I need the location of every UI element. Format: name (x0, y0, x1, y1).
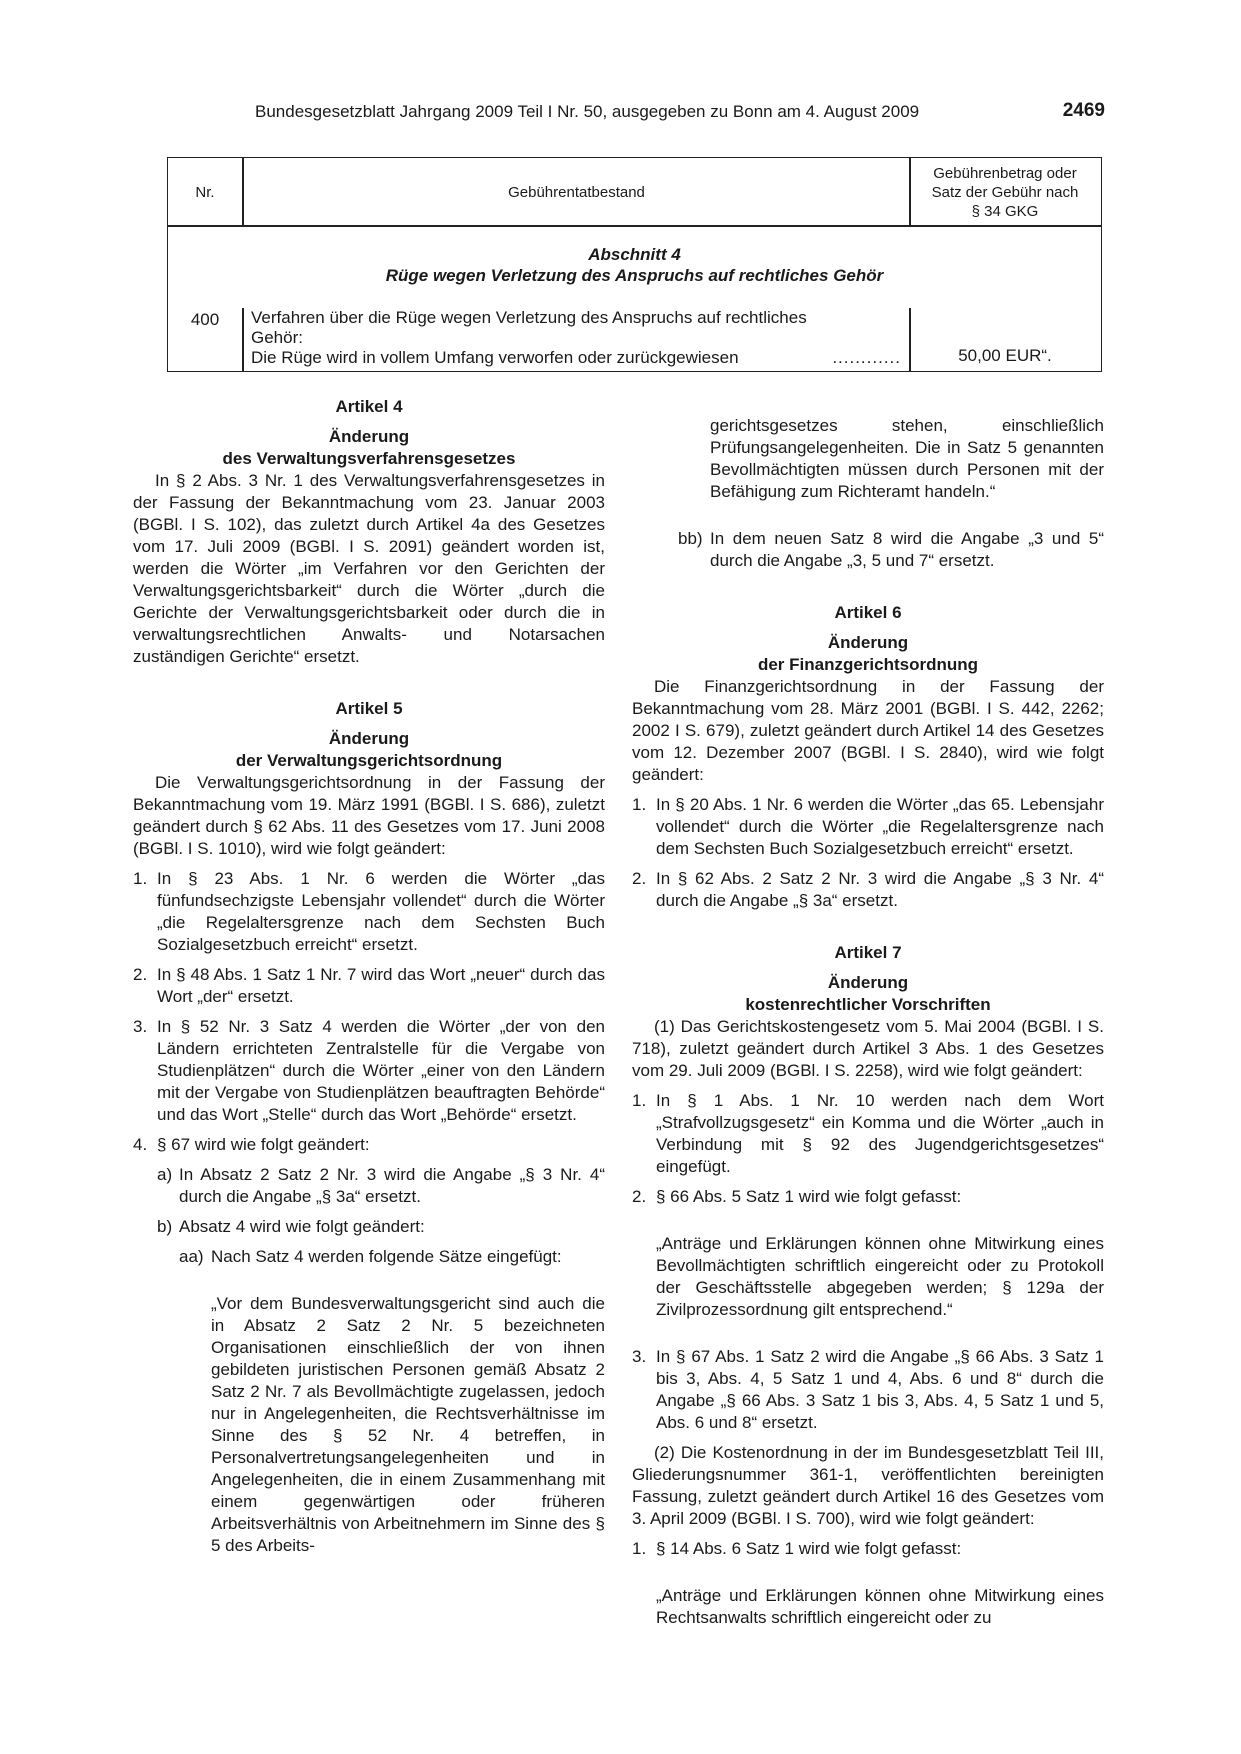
paragraph: (2) Die Kostenordnung in der im Bundesgesetzblatt Teil III, Gliederungsnummer 361-1, veröffentlichten bereinigten Fassung, zuletzt geändert durch Artikel 16 des Gesetzes vom 3. April 2009 (BGBl. I S. 700), wird wie folgt geändert: (632, 1443, 1104, 1528)
section-title: Abschnitt 4 (588, 245, 681, 264)
col-header-tatbestand: Gebührentatbestand (508, 183, 645, 201)
list-label: 3. (632, 1347, 647, 1366)
article-title: des Verwaltungsverfahrensgesetzes (222, 449, 516, 468)
col-header-betrag (910, 158, 1100, 226)
article-number: Artikel 6 (834, 603, 902, 622)
row-number: 400 (190, 310, 220, 329)
list-label: 4. (133, 1135, 148, 1154)
paragraph: (1) Das Gerichtskostengesetz vom 5. Mai 2004 (BGBl. I S. 718), zuletzt geändert durch Artikel 3 Abs. 1 des Gesetzes vom 29. Juli 2009 (BGBl. I S. 2258), wird wie folgt geändert: (632, 1017, 1104, 1080)
quoted-text: „Anträge und Erklärungen können ohne Mitwirkung eines Bevollmächtigten schriftlich eingereicht oder zu Protokoll der Geschäftsstelle abgegeben werden; § 129a der Zivilprozessordnung gilt entsprechend.“ (656, 1234, 1104, 1319)
article-title: Änderung (827, 973, 909, 992)
row-description-line: Verfahren über die Rüge wegen Verletzung des Anspruchs auf rechtliches (251, 308, 807, 327)
paragraph: In § 2 Abs. 3 Nr. 1 des Verwaltungsverfahrensgesetzes in der Fassung der Bekanntmachung vom 23. Januar 2003 (BGBl. I S. 102), das zuletzt durch Artikel 4a des Gesetzes vom 17. Juli 2009 (BGBl. I S. 2091) geändert worden ist, werden die Wörter „im Verfahren vor den Gerichten der Verwaltungsgerichtsbarkeit“ durch die Wörter „durch die Gerichte der Verwaltungsgerichtsbarkeit oder durch die in verwaltungsrechtlichen Anwalts- und Notarsachen zuständigen Gerichte“ ersetzt. (133, 471, 605, 666)
list-text: § 14 Abs. 6 Satz 1 wird wie folgt gefasst: (656, 1539, 962, 1558)
article-number: Artikel 7 (834, 943, 902, 962)
leader-dots: ............ (832, 348, 901, 367)
list-item (632, 868, 1104, 912)
article-title: Änderung (827, 633, 909, 652)
article-number: Artikel 5 (335, 699, 403, 718)
left-column (133, 396, 605, 1574)
divider (242, 158, 244, 226)
article-title: Änderung (328, 427, 410, 446)
list-label: 3. (133, 1017, 148, 1036)
article-title: der Verwaltungsgerichtsordnung (235, 751, 503, 770)
list-text: In § 23 Abs. 1 Nr. 6 werden die Wörter „das fünfundsechzigste Lebensjahr vollendet“ durch die Wörter „die Regelaltersgrenze nach dem Sechsten Buch Sozialgesetzbuch erreicht“ ersetzt. (157, 869, 605, 954)
divider (242, 308, 244, 371)
list-label: 2. (632, 1187, 647, 1206)
list-text: In § 48 Abs. 1 Satz 1 Nr. 7 wird das Wort „neuer“ durch das Wort „der“ ersetzt. (157, 965, 605, 1006)
list-text: In § 20 Abs. 1 Nr. 6 werden die Wörter „das 65. Lebensjahr vollendet“ durch die Wörter „die Regelaltersgrenze nach dem Sechsten Buch Sozialgesetzbuch erreicht“ ersetzt. (656, 795, 1104, 858)
paragraph: Die Finanzgerichtsordnung in der Fassung der Bekanntmachung vom 28. März 2001 (BGBl. I S. 442, 2262; 2002 I S. 679), zuletzt geändert durch Artikel 14 des Gesetzes vom 12. Dezember 2007 (BGBl. I S. 2840), wird wie folgt geändert: (632, 677, 1104, 784)
list-label: aa) (179, 1247, 204, 1266)
page-header (255, 100, 1105, 130)
list-item (632, 1538, 1104, 1560)
page-number: 2469 (1062, 100, 1105, 121)
row-amount: 50,00 EUR“. (958, 346, 1052, 365)
article-title: kostenrechtlicher Vorschriften (745, 995, 991, 1014)
list-item (133, 1134, 605, 1156)
article-number: Artikel 4 (335, 397, 403, 416)
list-text: In § 1 Abs. 1 Nr. 10 werden nach dem Wort „Strafvollzugsgesetz“ ein Komma und die Wörter „auch in Verbindung mit § 92 des Jugendgerichtsgesetzes“ eingefügt. (656, 1091, 1104, 1176)
row-description (251, 308, 901, 368)
list-item (632, 1346, 1104, 1434)
col-header-betrag-line1: Gebührenbetrag oder (933, 164, 1077, 182)
section-heading (168, 244, 1101, 286)
paragraph: Die Verwaltungsgerichtsordnung in der Fassung der Bekanntmachung vom 19. März 1991 (BGBl. I S. 686), zuletzt geändert durch § 62 Abs. 11 des Gesetzes vom 17. Juni 2008 (BGBl. I S. 1010), wird wie folgt geändert: (133, 773, 605, 858)
divider (909, 158, 911, 226)
section-subtitle: Rüge wegen Verletzung des Anspruchs auf rechtliches Gehör (385, 266, 884, 285)
list-text: Absatz 4 wird wie folgt geändert: (179, 1217, 425, 1236)
divider (168, 225, 1101, 227)
list-text: In § 67 Abs. 1 Satz 2 wird die Angabe „§ 66 Abs. 3 Satz 1 bis 3, Abs. 4, 5 Satz 1 und 4, Abs. 6 und 8“ durch die Angabe „§ 66 Abs. 3 Satz 1 bis 3, Abs. 4, 5 Satz 1 und 5, Abs. 6 und 8“ ersetzt. (656, 1347, 1104, 1432)
fee-table (167, 157, 1102, 372)
list-label: 1. (133, 869, 148, 888)
row-description-line: Die Rüge wird in vollem Umfang verworfen oder zurückgewiesen (251, 348, 739, 367)
sub-sub-list-item (179, 1246, 605, 1268)
article-title: der Finanzgerichtsordnung (757, 655, 979, 674)
quoted-text: gerichtsgesetzes stehen, einschließlich Prüfungsangelegenheiten. Die in Satz 5 genannten Bevollmächtigten müssen durch Personen mit der Befähigung zum Richteramt handeln.“ (710, 416, 1104, 501)
list-label: 2. (133, 965, 148, 984)
list-text: § 67 wird wie folgt geändert: (157, 1135, 370, 1154)
list-label: bb) (678, 529, 703, 548)
list-item (133, 964, 605, 1008)
list-label: 2. (632, 869, 647, 888)
quoted-text: „Vor dem Bundesverwaltungsgericht sind auch die in Absatz 2 Satz 2 Nr. 5 bezeichneten Organisationen einschließlich der von ihnen gebildeten juristischen Personen gemäß Absatz 2 Satz 2 Nr. 7 als Bevollmächtigte zugelassen, jedoch nur in Angelegenheiten, die Rechtsverhältnisse im Sinne des § 52 Nr. 4 betreffen, in Personalvertretungsangelegenheiten und in Angelegenheiten, die in einem Zusammenhang mit einem gegenwärtigen oder früheren Arbeitsverhältnis von Arbeitnehmern im Sinne des § 5 des Arbeits- (211, 1294, 605, 1555)
list-text: In § 52 Nr. 3 Satz 4 werden die Wörter „der von den Ländern errichteten Zentralstelle für die Vergabe von Studienplätzen“ durch die Wörter „einer von den Ländern mit der Vergabe von Studienplätzen beauftragten Behörde“ und das Wort „Stelle“ durch das Wort „Behörde“ ersetzt. (157, 1017, 605, 1124)
list-text: In Absatz 2 Satz 2 Nr. 3 wird die Angabe „§ 3 Nr. 4“ durch die Angabe „§ 3a“ ersetzt. (179, 1165, 605, 1206)
sub-sub-list-item (678, 528, 1104, 572)
col-header-betrag-line3: § 34 GKG (971, 202, 1039, 220)
list-text: Nach Satz 4 werden folgende Sätze eingefügt: (211, 1247, 562, 1266)
list-item (632, 794, 1104, 860)
row-description-line: Gehör: (251, 328, 303, 347)
list-item (632, 1186, 1104, 1208)
publication-info: Bundesgesetzblatt Jahrgang 2009 Teil I Nr. 50, ausgegeben zu Bonn am 4. August 2009 (255, 102, 920, 121)
sub-list-item (157, 1164, 605, 1208)
list-text: In § 62 Abs. 2 Satz 2 Nr. 3 wird die Angabe „§ 3 Nr. 4“ durch die Angabe „§ 3a“ ersetzt. (656, 869, 1104, 910)
right-column (632, 398, 1104, 1646)
list-text: In dem neuen Satz 8 wird die Angabe „3 und 5“ durch die Angabe „3, 5 und 7“ ersetzt. (710, 529, 1104, 570)
list-label: b) (157, 1217, 173, 1236)
list-label: a) (157, 1165, 173, 1184)
list-item (133, 868, 605, 956)
list-label: 1. (632, 1091, 647, 1110)
sub-list-item (157, 1216, 605, 1238)
list-item (632, 1090, 1104, 1178)
col-header-betrag-line2: Satz der Gebühr nach (931, 183, 1079, 201)
col-header-nr: Nr. (195, 183, 215, 201)
list-text: § 66 Abs. 5 Satz 1 wird wie folgt gefasst: (656, 1187, 962, 1206)
quoted-text: „Anträge und Erklärungen können ohne Mitwirkung eines Rechtsanwalts schriftlich eingereicht oder zu (656, 1586, 1104, 1627)
list-label: 1. (632, 795, 647, 814)
list-item (133, 1016, 605, 1126)
article-title: Änderung (328, 729, 410, 748)
list-label: 1. (632, 1539, 647, 1558)
